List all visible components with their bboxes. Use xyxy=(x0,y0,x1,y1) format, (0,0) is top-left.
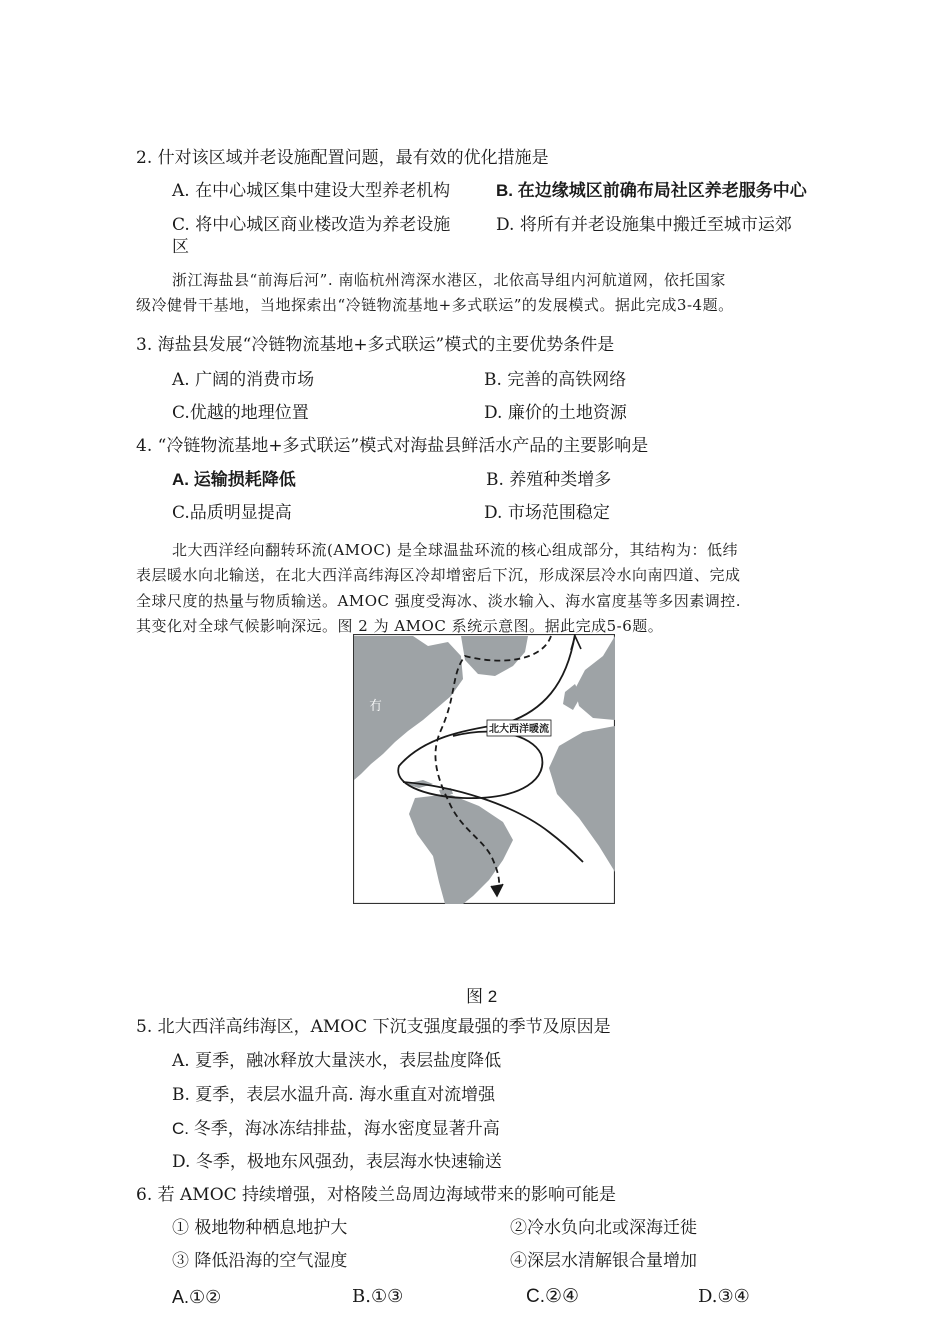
q6-statement-1: ① 极地物种栖息地护大 xyxy=(172,1218,348,1238)
q5-option-b: B. 夏季，表层水温升高. 海水重直对流增强 xyxy=(172,1085,496,1105)
passage1-line1: 浙江海盐县“前海后河”. 南临杭州湾深水港区，北依高导组内河航道网，依托国家 xyxy=(172,271,726,289)
figure-caption: 图 2 xyxy=(466,987,498,1006)
q4-option-c: C.品质明显提高 xyxy=(172,503,292,523)
q6-option-a: A.①② xyxy=(172,1287,222,1307)
passage2-line2: 表层暖水向北输送，在北大西洋高纬海区冷却增密后下沉，形成深层冷水向南四道、完成 xyxy=(136,566,741,584)
q2-stem: 2. 什对该区域并老设施配置问题，最有效的优化措施是 xyxy=(136,148,549,168)
passage2-line4: 其变化对全球气候影响深远。图 2 为 AMOC 系统示意图。据此完成5-6题。 xyxy=(136,617,664,635)
current-label: 北大西洋暖流 xyxy=(489,724,549,735)
q2-option-c: C. 将中心城区商业楼改造为养老设施 xyxy=(172,215,451,235)
q5-stem: 5. 北大西洋高纬海区，AMOC 下沉支强度最强的季节及原因是 xyxy=(136,1017,611,1037)
q4-option-a: A. 运输损耗降低 xyxy=(172,470,296,489)
q4-stem: 4. “冷链物流基地+多式联运”模式对海盐县鲜活水产品的主要影响是 xyxy=(136,436,649,456)
q4-option-d: D. 市场范围稳定 xyxy=(484,503,610,523)
passage2-line1: 北大西洋经向翻转环流(AMOC) 是全球温盐环流的核心组成部分，其结构为：低纬 xyxy=(172,541,738,559)
q6-statement-4: ④深层水清解银合量增加 xyxy=(510,1251,697,1271)
q2-option-d: D. 将所有并老设施集中搬迁至城市运郊 xyxy=(496,215,792,235)
q3-option-b: B. 完善的高铁网络 xyxy=(484,370,627,390)
q2-option-b: B. 在边缘城区前确布局社区养老服务中心 xyxy=(496,181,807,200)
q3-option-d: D. 廉价的土地资源 xyxy=(484,403,627,423)
q3-option-c: C.优越的地理位置 xyxy=(172,403,309,423)
q6-statement-2: ②冷水负向北或深海迁徙 xyxy=(510,1218,697,1238)
q5-option-c: C. 冬季，海冰冻结排盐，海水密度显著升高 xyxy=(172,1119,500,1138)
amoc-map xyxy=(353,634,615,904)
q6-statement-3: ③ 降低沿海的空气湿度 xyxy=(172,1251,348,1271)
q3-stem: 3. 海盐县发展“冷链物流基地+多式联运”模式的主要优势条件是 xyxy=(136,335,615,355)
q6-option-c: C.②④ xyxy=(526,1286,580,1307)
passage2-line3: 全球尺度的热量与物质输送。AMOC 强度受海冰、淡水输入、海水富度基等多因素调控. xyxy=(136,592,742,610)
q5-option-d: D. 冬季，极地东风强劲，表层海水快速输送 xyxy=(172,1152,502,1172)
q5-option-a: A. 夏季，融冰释放大量浃水，表层盐度降低 xyxy=(172,1051,502,1071)
q6-option-d: D.③④ xyxy=(698,1286,750,1307)
passage1-line2: 级冷健骨干基地，当地探索出“冷链物流基地+多式联运”的发展模式。据此完成3-4题。 xyxy=(136,296,734,314)
q4-option-b: B. 养殖种类增多 xyxy=(486,470,612,490)
q6-option-b: B.①③ xyxy=(352,1286,404,1307)
place-label: 冇 xyxy=(369,699,383,714)
q3-option-a: A. 广阔的消费市场 xyxy=(172,370,315,390)
q6-stem: 6. 若 AMOC 持续增强，对格陵兰岛周边海域带来的影响可能是 xyxy=(136,1185,617,1205)
q2-option-c-cont: 区 xyxy=(172,237,189,257)
q2-option-a: A. 在中心城区集中建设大型养老机构 xyxy=(172,181,451,201)
